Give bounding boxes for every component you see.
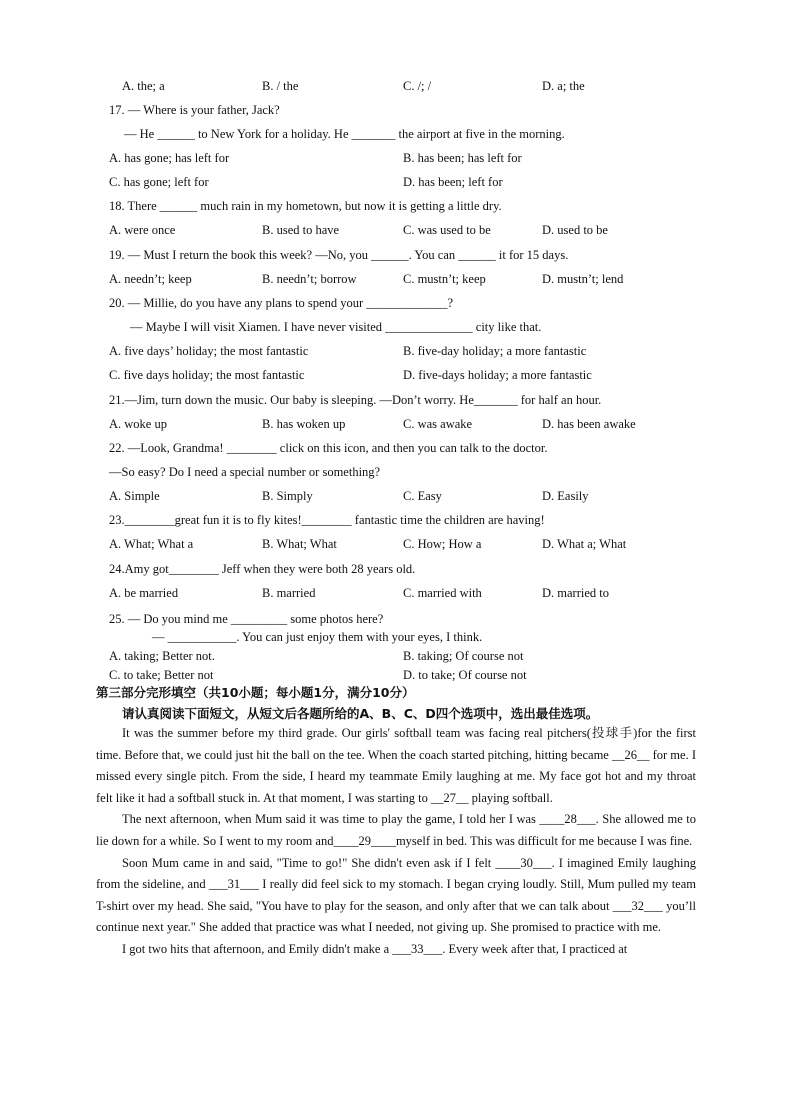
q25-stem-1: 25. — Do you mind me _________ some photos here? — [109, 612, 384, 626]
q20-stem-1: 20. — Millie, do you have any plans to spend your _____________? — [109, 296, 454, 310]
passage-paragraph-4: I got two hits that afternoon, and Emily didn't make a ___33___. Every week after that, I practiced at — [122, 941, 628, 956]
q21-stem: 21.—Jim, turn down the music. Our baby is sleeping. —Don’t worry. He_______ for half an hour. — [109, 393, 602, 407]
q19-stem: 19. — Must I return the book this week? —No, you ______. You can ______ it for 15 days. — [109, 248, 569, 262]
q19-option-b: B. needn’t; borrow — [262, 272, 357, 286]
q22-option-b: B. Simply — [262, 489, 313, 503]
q17-stem-2: — He ______ to New York for a holiday. He _______ the airport at five in the morning. — [124, 127, 565, 141]
q21-option-b: B. has woken up — [262, 417, 346, 431]
q17-option-c: C. has gone; left for — [109, 175, 209, 189]
q19-option-d: D. mustn’t; lend — [542, 272, 624, 286]
q16-option-b: B. / the — [262, 79, 299, 93]
cloze-passage — [96, 723, 696, 961]
q22-stem-1: 22. —Look, Grandma! ________ click on this icon, and then you can talk to the doctor. — [109, 441, 548, 455]
q24-option-a: A. be married — [109, 586, 179, 600]
q24-option-b: B. married — [262, 586, 316, 600]
q23-option-a: A. What; What a — [109, 537, 194, 551]
q24-stem: 24.Amy got________ Jeff when they were both 28 years old. — [109, 562, 416, 576]
q20-option-d: D. five-days holiday; a more fantastic — [403, 368, 592, 382]
q24-option-d: D. married to — [542, 586, 609, 600]
q23-option-b: B. What; What — [262, 537, 337, 551]
q18-option-b: B. used to have — [262, 223, 340, 237]
q20-option-c: C. five days holiday; the most fantastic — [109, 368, 305, 382]
q18-stem: 18. There ______ much rain in my hometown, but now it is getting a little dry. — [109, 199, 502, 213]
q22-option-d: D. Easily — [542, 489, 589, 503]
q23-stem: 23.________great fun it is to fly kites!________ fantastic time the children are having! — [109, 513, 545, 527]
q17-option-b: B. has been; has left for — [403, 151, 522, 165]
q22-stem-2: —So easy? Do I need a special number or something? — [109, 465, 381, 479]
q20-stem-2: — Maybe I will visit Xiamen. I have never visited ______________ city like that. — [130, 320, 542, 334]
passage-paragraph-1: It was the summer before my third grade. Our girls' softball team was facing real pitchers(投球手)for the first time. Before that, we could just hit the ball on the tee. When the coach started pitching, hitting became __26__ for me. I missed every single pitch. From the side, I heard my teammate Emily laughing at me. My face got hot and my throat felt like it had a softball stuck in. At that moment, I was starting to __27__ playing softball. — [96, 726, 696, 805]
q19-option-a: A. needn’t; keep — [109, 272, 192, 286]
q19-option-c: C. mustn’t; keep — [403, 272, 486, 286]
q20-option-b: B. five-day holiday; a more fantastic — [403, 344, 587, 358]
q25-option-b: B. taking; Of course not — [403, 649, 524, 663]
passage-paragraph-2: The next afternoon, when Mum said it was time to play the game, I told her I was ____28___. She allowed me to lie down for a while. So I went to my room and____29____myself in bed. This was difficult for me because I was fine. — [96, 812, 696, 848]
q25-option-a: A. taking; Better not. — [109, 649, 215, 663]
q22-option-c: C. Easy — [403, 489, 442, 503]
q22-option-a: A. Simple — [109, 489, 160, 503]
q17-stem-1: 17. — Where is your father, Jack? — [109, 103, 280, 117]
q25-stem-2: — ___________. You can just enjoy them with your eyes, I think. — [152, 630, 483, 644]
q18-option-a: A. were once — [109, 223, 176, 237]
q21-option-d: D. has been awake — [542, 417, 636, 431]
section-3-heading: 第三部分完形填空（共10小题；每小题1分，满分10分） — [96, 685, 415, 700]
section-3-instruction: 请认真阅读下面短文，从短文后各题所给的A、B、C、D四个选项中，选出最佳选项。 — [122, 706, 599, 721]
q24-option-c: C. married with — [403, 586, 482, 600]
q17-option-a: A. has gone; has left for — [109, 151, 230, 165]
q16-option-d: D. a; the — [542, 79, 585, 93]
q17-option-d: D. has been; left for — [403, 175, 503, 189]
q20-option-a: A. five days’ holiday; the most fantastic — [109, 344, 309, 358]
q23-option-d: D. What a; What — [542, 537, 627, 551]
q25-option-c: C. to take; Better not — [109, 668, 214, 682]
q21-option-c: C. was awake — [403, 417, 473, 431]
q21-option-a: A. woke up — [109, 417, 167, 431]
q16-option-c: C. /; / — [403, 79, 432, 93]
q23-option-c: C. How; How a — [403, 537, 482, 551]
q18-option-c: C. was used to be — [403, 223, 491, 237]
q18-option-d: D. used to be — [542, 223, 608, 237]
q25-option-d: D. to take; Of course not — [403, 668, 527, 682]
q16-option-a: A. the; a — [122, 79, 165, 93]
passage-paragraph-3: Soon Mum came in and said, "Time to go!" She didn't even ask if I felt ____30___. I imagined Emily laughing from the sideline, and ___31___ I really did feel sick to my stomach. I began crying loudly. Still, Mum pulled my team T-shirt over my head. She said, "You have to play for the season, and only after that we can talk about ___32___ you’ll continue next year." She added that practice was what I needed, not giving up. She promised to practice with me. — [96, 855, 696, 935]
